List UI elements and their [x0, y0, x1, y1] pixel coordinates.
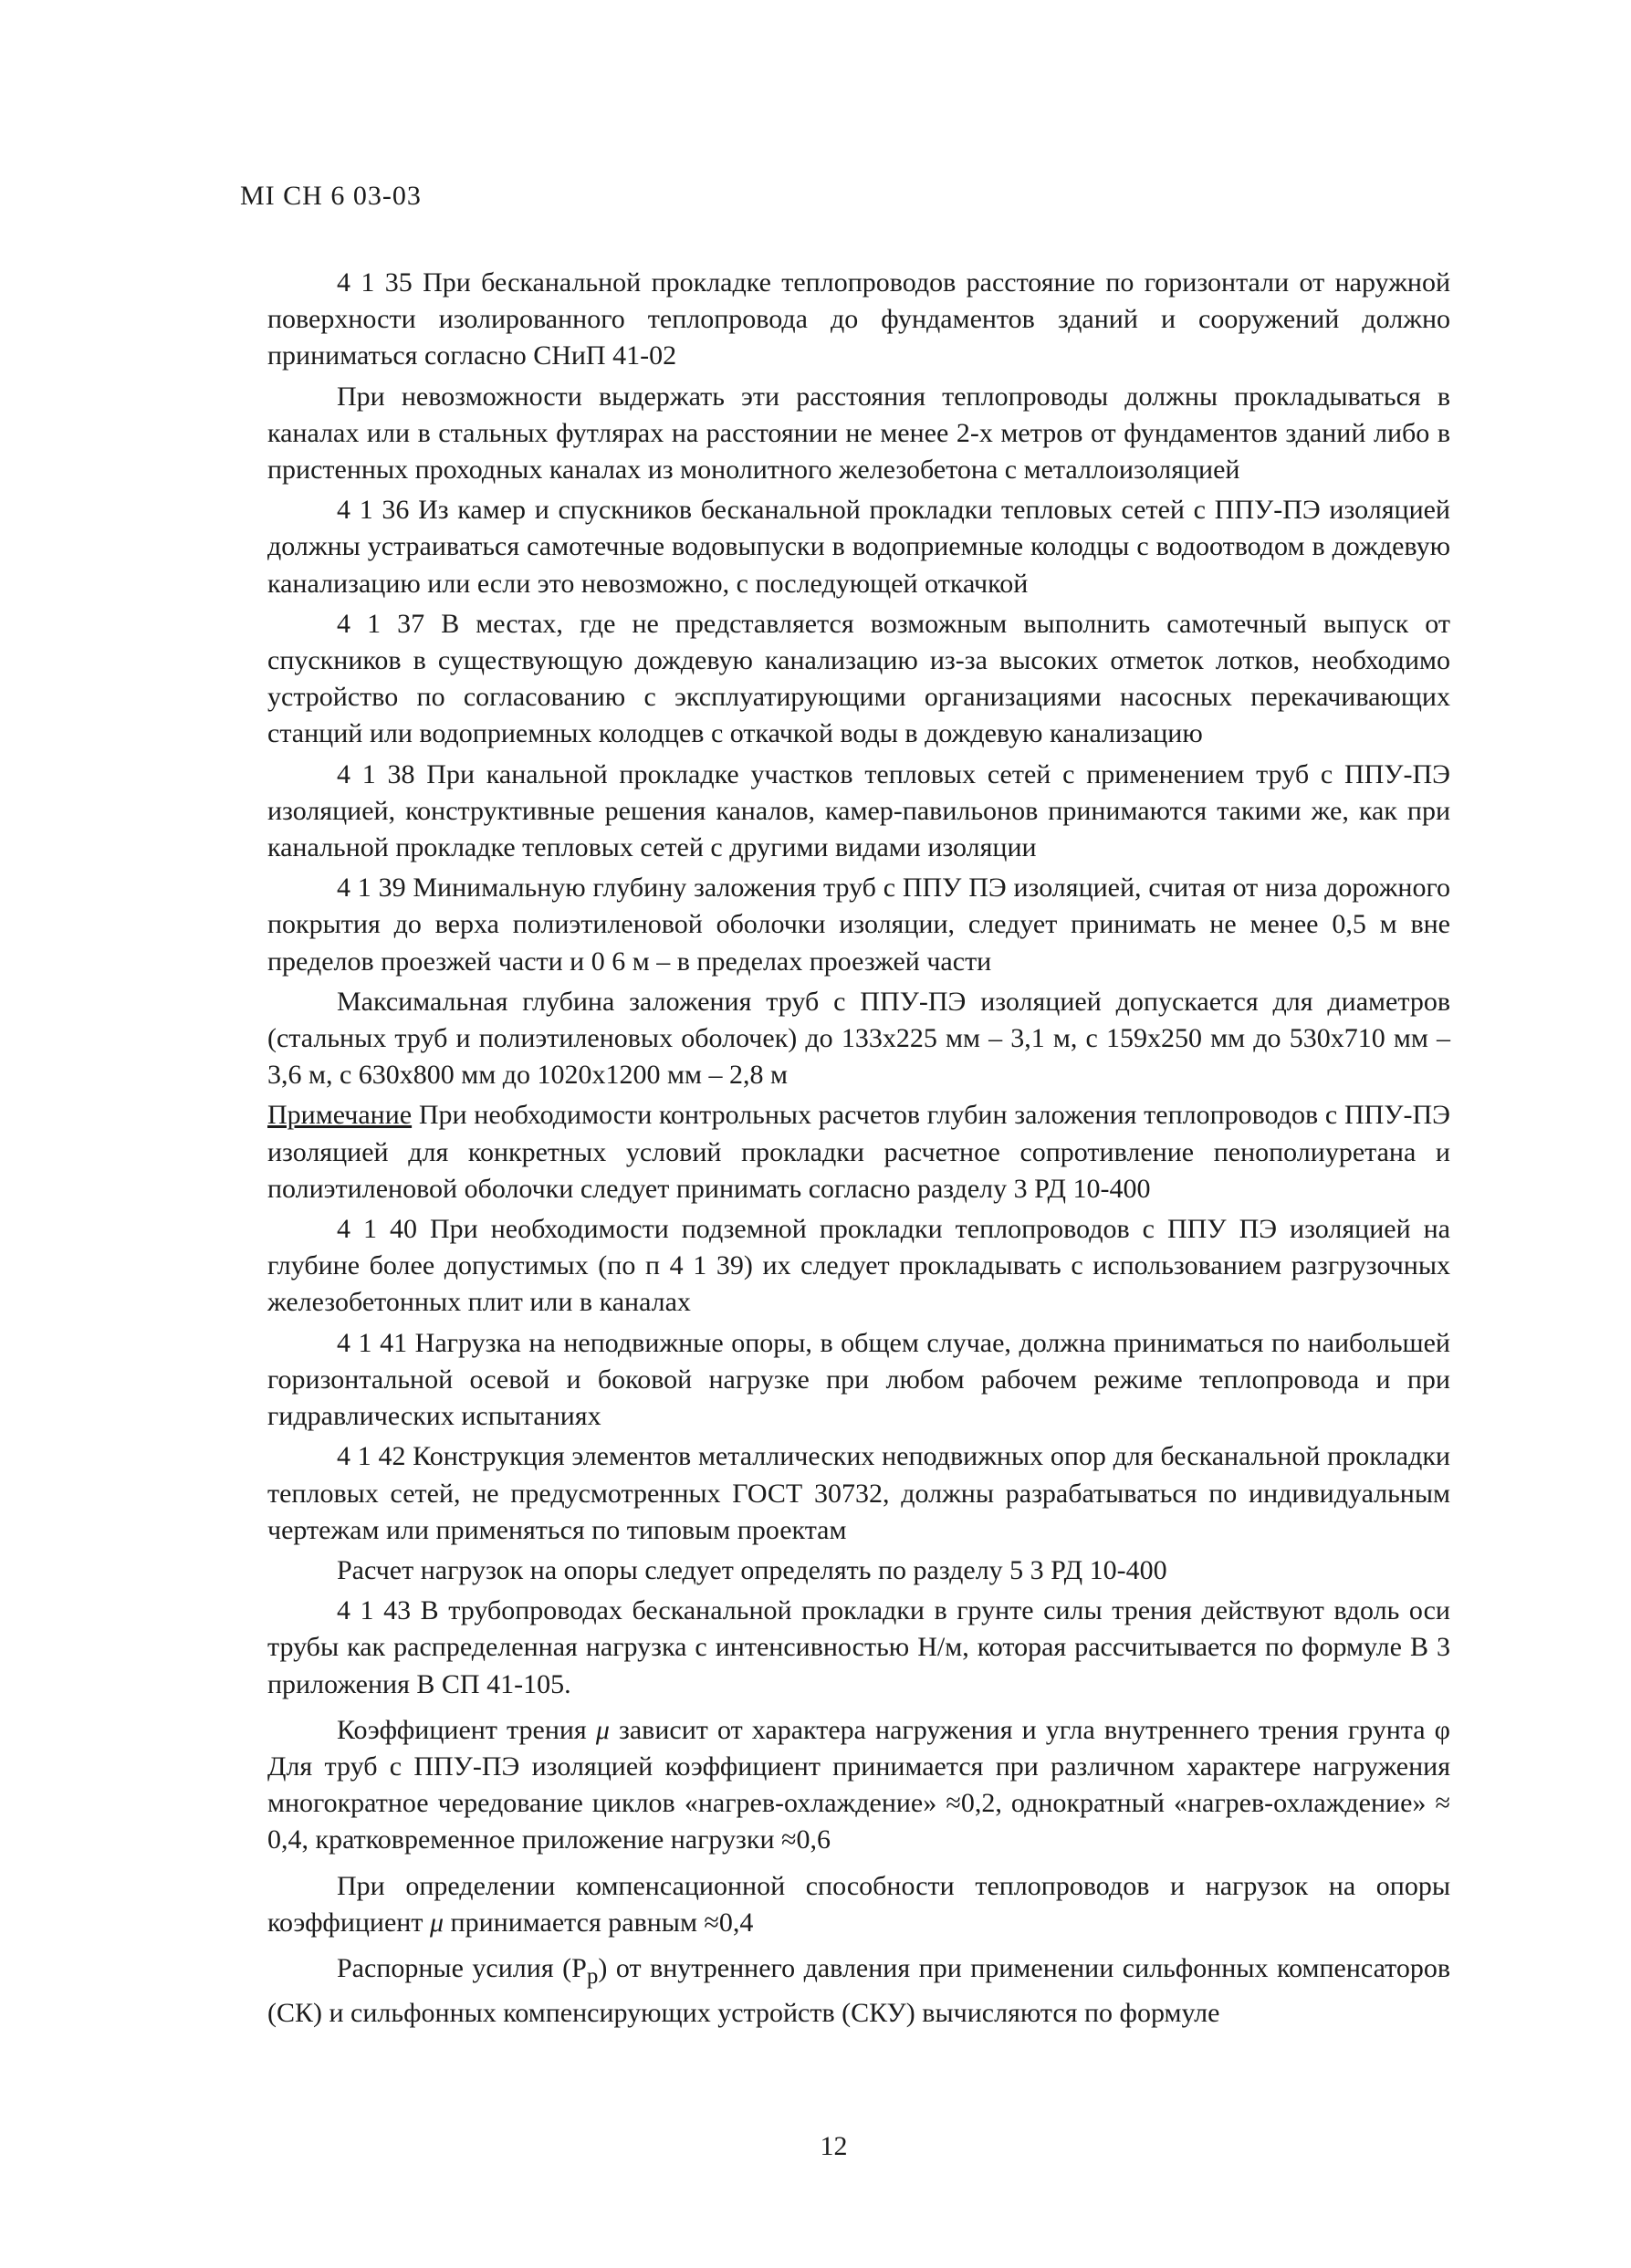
paragraph-4-1-38: 4 1 38 При канальной прокладке участков тепловых сетей с применением труб с ППУ-ПЭ изоляцией, конструктивные решения каналов, камер-павильонов принимаются такими же, как при канальной прокладке тепловых сетей с другими видами изоляции [267, 758, 1450, 863]
paragraph-load-calculation: Расчет нагрузок на опоры следует определять по разделу 5 3 РД 10-400 [337, 1554, 1167, 1585]
spacer-text-start: Распорные усилия (P [337, 1952, 587, 1983]
pressure-subscript: р [586, 1963, 599, 1989]
document-header: МI СН 6 03-03 [240, 181, 422, 211]
note-paragraph [267, 1097, 1450, 1207]
paragraph-4-1-40: 4 1 40 При необходимости подземной прокладки теплопроводов с ППУ ПЭ изоляцией на глубине более допустимых (по п 4 1 39) их следует прокладывать с использованием разгрузочных железобетонных плит или в каналах [267, 1214, 1450, 1318]
paragraph-4-1-39: 4 1 39 Минимальную глубину заложения труб с ППУ ПЭ изоляцией, считая от низа дорожного покрытия до верха полиэтиленовой оболочки изоляции, следует принимать не менее 0,5 м вне пределов проезжей части и 0 6 м – в пределах проезжей части [267, 873, 1450, 977]
friction-text-start: Коэффициент трения [337, 1714, 596, 1745]
paragraph-spacer-forces [267, 1950, 1450, 2032]
page-number: 12 [820, 2131, 848, 2161]
paragraph-4-1-42: 4 1 42 Конструкция элементов металлических неподвижных опор для бесканальной прокладки тепловых сетей, не предусмотренных ГОСТ 30732, должны разрабатываться по индивидуальным чертежам или применяться по типовым проектам [267, 1441, 1450, 1545]
paragraph-4-1-35: 4 1 35 При бесканальной прокладке теплопроводов расстояние по горизонтали от наружной поверхности изолированного теплопровода до фундаментов зданий и сооружений должно приниматься согласно СНиП 41-02 [267, 267, 1450, 371]
paragraph-friction-coefficient [267, 1712, 1450, 1859]
paragraph-4-1-36: 4 1 36 Из камер и спускников бесканальной прокладки тепловых сетей с ППУ-ПЭ изоляцией должны устраиваться самотечные водовыпуски в водоприемные колодцы с водоотводом в дождевую канализацию или если это невозможно, с последующей откачкой [267, 495, 1450, 599]
paragraph-alternative-laying: При невозможности выдержать эти расстояния теплопроводы должны прокладываться в каналах или в стальных футлярах на расстоянии не менее 2-х метров от фундаментов зданий либо в пристенных проходных каналах из монолитного железобетона с металлоизоляцией [267, 381, 1450, 486]
paragraph-max-depth: Максимальная глубина заложения труб с ППУ-ПЭ изоляцией допускается для диаметров (стальных труб и полиэтиленовых оболочек) до 133х225 мм – 3,1 м, с 159х250 мм до 530х710 мм – 3,6 м, с 630х800 мм до 1020х1200 мм – 2,8 м [267, 986, 1450, 1091]
spacer-text-end: ) от внутреннего давления при применении сильфонных компенсаторов (СК) и сильфонных компенсирующих устройств (СКУ) вычисляются по формуле [267, 1952, 1451, 2029]
paragraph-4-1-43: 4 1 43 В трубопроводах бесканальной прокладки в грунте силы трения действуют вдоль оси трубы как распределенная нагрузка с интенсивностью Н/м, которая рассчитывается по формуле В 3 приложения В СП 41-105. [267, 1595, 1450, 1699]
note-label: Примечание [267, 1100, 413, 1131]
page-body [267, 265, 1450, 2035]
friction-text-end: зависит от характера нагружения и угла внутреннего трения грунта φ Для труб с ППУ-ПЭ изоляцией коэффициент принимается при различном характере нагружения многократное чередование циклов «нагрев-охлаждение» ≈0,2, однократный «нагрев-охлаждение» ≈ 0,4, кратковременное приложение нагрузки ≈0,6 [267, 1714, 1450, 1855]
compensation-text-end: принимается равным ≈0,4 [444, 1907, 754, 1938]
note-text: При необходимости контрольных расчетов глубин заложения теплопроводов с ППУ-ПЭ изоляцией для конкретных условий прокладки расчетное сопротивление пенополиуретана и полиэтиленовой оболочки следует принимать согласно разделу 3 РД 10-400 [267, 1100, 1450, 1204]
paragraph-4-1-41: 4 1 41 Нагрузка на неподвижные опоры, в общем случае, должна приниматься по наибольшей горизонтальной осевой и боковой нагрузке при любом рабочем режиме теплопровода и при гидравлических испытаниях [267, 1327, 1450, 1432]
mu-symbol: μ [595, 1714, 610, 1745]
paragraph-compensation [267, 1868, 1450, 1941]
compensation-text-start: При определении компенсационной способности теплопроводов и нагрузок на опоры коэффициент [267, 1870, 1450, 1938]
mu-symbol: μ [429, 1907, 444, 1938]
paragraph-4-1-37: 4 1 37 В местах, где не представляется возможным выполнить самотечный выпуск от спускников в существующую дождевую канализацию из-за высоких отметок лотков, необходимо устройство по согласованию с эксплуатирующими организациями насосных перекачивающих станций или водоприемных колодцев с откачкой воды в дождевую канализацию [267, 608, 1450, 749]
